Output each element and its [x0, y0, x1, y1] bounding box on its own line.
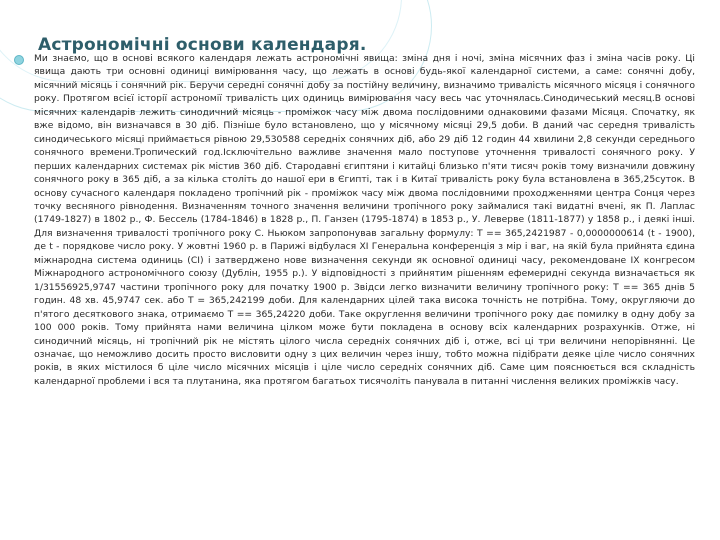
slide-body-text: Ми знаємо, що в основі всякого календаря лежать астрономічні явища: зміна дня і ночі, зміна місячних фаз і зміна часів року. Ці явища дають три основні одиниці вимірювання часу, що лежать в основі будь-якої календарної системи, а саме: сонячні добу, місячний місяць і сонячний рік. Беручи середні сонячні добу за постійну величину, визначимо тривалість місячного місяця і сонячного року. Протягом всієї історії астрономії тривалість цих одиниць вимірювання часу весь час уточнялась.Синодичеський месяц.В основі місячних календарів лежить синодичний місяць - проміжок часу між двома послідовними однаковими фазами Місяця. Спочатку, як вже відомо, він визначався в 30 діб. Пізніше було встановлено, що у місячному місяці 29,5 доби. В даний час середня тривалість синодичеського місяці приймається рівною 29,530588 середніх сонячних діб, або 29 діб 12 годин 44 хвилини 2,8 секунди середнього сонячного времени.Тропический год.Ісключітельно важливе значення мало поступове уточнення тривалості сонячного року. У перших календарних системах рік містив 360 діб. Стародавні єгиптяни і китайці близько п'яти тисяч років тому визначили довжину сонячного року в 365 діб, а за кілька століть до нашої ери в Єгипті, так і в Китаї тривалість року була встановлена в 365,25суток. В основу сучасного календаря покладено тропічний рік - проміжок часу між двома послідовними проходженнями центра Сонця через точку весняного рівнодення. Визначенням точного значення величини тропічного року займалися такі видатні вчені, як П. Лаплас (1749-1827) в 1802 р., Ф. Бессель (1784-1846) в 1828 р., П. Ганзен (1795-1874) в 1853 р., У. Леверве (1811-1877) у 1858 р., і деякі інші. Для визначення тривалості тропічного року С. Ньюком запропонував загальну формулу: Т == 365,2421987 - 0,0000000614 (t - 1900), де t - порядкове число року. У жовтні 1960 р. в Парижі відбулася XI Генеральна конференція з мір і ваг, на якій була прийнята єдина міжнародна система одиниць (СІ) і затверджено нове визначення секунди як основної одиниці часу, рекомендоване IX конгресом Міжнародного астрономічного союзу (Дублін, 1955 р.). У відповідності з прийнятим рішенням ефемеридні секунда визначається як 1/31556925,9747 частини тропічного року для початку 1900 р. Звідси легко визначити величину тропічного року: Т == 365 днів 5 годин. 48 хв. 45,9747 сек. або Т = 365,242199 доби. Для календарних цілей така висока точність не потрібна. Тому, округляючи до п'ятого десяткового знака, отримаємо Т == 365,24220 доби. Таке округлення величини тропічного року дає помилку в одну добу за 100 000 років. Тому прийнята нами величина цілком може бути покладена в основу всіх календарних розрахунків. Отже, ні синодичний місяць, ні тропічний рік не містять цілого числа середніх сонячних діб і, отже, всі ці три величини непорівнянні. Це означає, що неможливо досить просто висловити одну з цих величин через іншу, тобто можна підібрати деяке ціле число сонячних років, в яких містилося б ціле число місячних місяців і ціле число середніх сонячних діб. Саме цим пояснюється вся складність календарної проблеми і вся та плутанина, яка протягом багатьох тисячоліть панувала в питанні числення великих проміжків часу. — [34, 53, 695, 387]
bullet-icon — [14, 55, 24, 65]
slide-title: Астрономічні основи календаря. — [38, 35, 367, 55]
